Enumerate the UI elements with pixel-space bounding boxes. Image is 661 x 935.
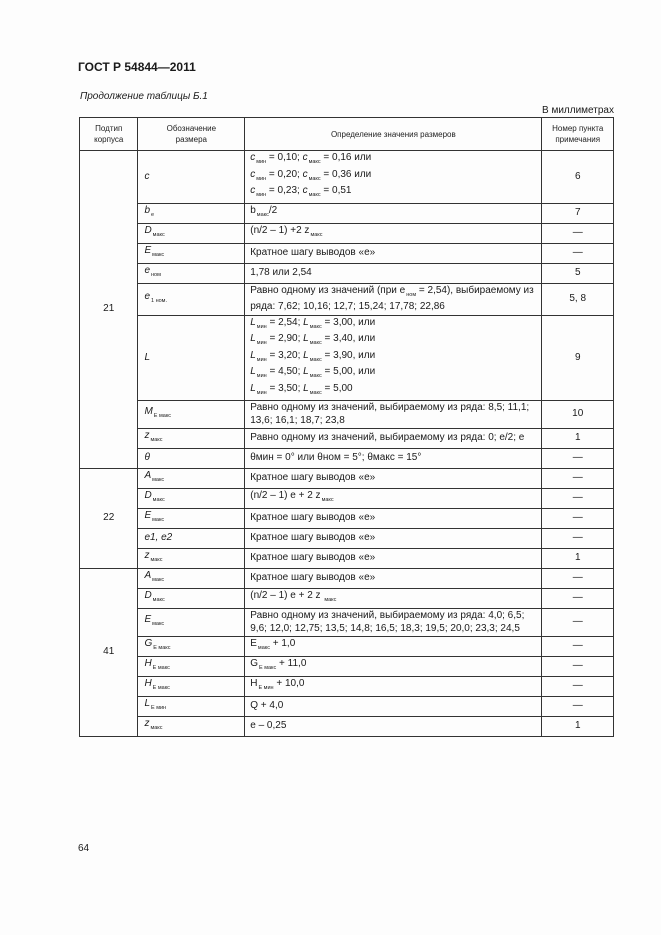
subscript: макс (310, 231, 323, 238)
variable: c (302, 152, 308, 163)
designation-cell (138, 609, 245, 637)
definition-cell (245, 637, 542, 657)
definition-text: = 2,54), выбираемому из ряда: 7,62; 10,16; 12,7; 15,24; 17,78; 22,86 (250, 284, 534, 312)
definition-cell (245, 549, 542, 569)
designation-subscript: ном (151, 271, 161, 278)
definition-text: Кратное шагу выводов «e» (250, 512, 376, 524)
designation-symbol: z (144, 430, 150, 442)
subtype-cell: 21 (80, 151, 138, 469)
table-row (80, 401, 614, 429)
table-row (80, 489, 614, 509)
subscript: макс (308, 159, 321, 165)
variable: L (303, 382, 309, 394)
definition-text: Кратное шагу выводов «e» (250, 246, 376, 258)
header-definition: Определение значения размеров (245, 118, 542, 151)
table-row (80, 315, 614, 401)
note-number-cell: — (542, 223, 614, 243)
definition-cell (245, 677, 542, 697)
designation-symbol: c (144, 170, 150, 182)
table-row (80, 151, 614, 204)
variable: L (303, 366, 309, 377)
header-subtype: Подтип корпуса (80, 118, 138, 151)
designation-cell (138, 677, 245, 697)
designation-symbol: D (144, 590, 152, 602)
table-row (80, 283, 614, 315)
designation-symbol: L (144, 351, 150, 363)
variable: c (250, 185, 256, 196)
subscript: E мин (258, 685, 274, 692)
table-row (80, 509, 614, 529)
subscript: мин (256, 159, 267, 165)
definition-cell (245, 657, 542, 677)
definition-text: Равно одному из значений, выбираемому из ряда: 4,0; 6,5; 9,6; 12,0; 12,75; 13,5; 14,8; 16,5; 18,3; 19,5; 20,0; 23,3; 24,5 (250, 610, 525, 634)
table-body (80, 151, 614, 737)
value-text: = 0,10; (266, 152, 303, 163)
subscript: мин (256, 340, 267, 346)
note-number-cell: — (542, 657, 614, 677)
table-row (80, 549, 614, 569)
variable: L (250, 366, 256, 377)
designation-subscript: E макс (152, 665, 170, 672)
designation-symbol: H (144, 658, 152, 670)
definition-text: Равно одному из значений (при e (250, 284, 406, 296)
definition-cell (245, 203, 542, 223)
table-row (80, 589, 614, 609)
designation-symbol: G (144, 638, 153, 650)
note-number-cell: — (542, 449, 614, 469)
designation-cell (138, 223, 245, 243)
designation-subscript: E макс (153, 413, 172, 420)
designation-subscript: E мин (151, 705, 167, 712)
definition-cell (245, 429, 542, 449)
value-text: = 2,90; (266, 333, 304, 344)
note-number-cell: — (542, 469, 614, 489)
designation-cell (138, 151, 245, 204)
note-number-cell: — (542, 489, 614, 509)
standard-designation: ГОСТ Р 54844—2011 (78, 60, 196, 74)
designation-symbol: E (144, 614, 152, 626)
subscript: мин (256, 175, 267, 182)
definition-text: + 1,0 (269, 638, 296, 650)
value-text: = 5,00, или (321, 366, 376, 377)
definition-cell (245, 589, 542, 609)
note-number-cell: — (542, 589, 614, 609)
table-row (80, 569, 614, 589)
designation-subscript: E макс (153, 645, 171, 652)
value-text: = 3,90, или (321, 349, 376, 361)
definition-text: Кратное шагу выводов «e» (250, 472, 376, 484)
designation-cell (138, 549, 245, 569)
designation-subscript: макс (150, 437, 163, 444)
designation-cell (138, 529, 245, 549)
definition-text: Q + 4,0 (250, 700, 284, 712)
subscript: мин (256, 192, 267, 198)
variable: L (303, 349, 309, 361)
designation-cell (138, 263, 245, 283)
designation-subscript: 1 ном. (151, 297, 167, 304)
variable: c (302, 168, 308, 180)
definition-cell (245, 283, 542, 315)
table-row (80, 203, 614, 223)
subscript: ном (406, 291, 417, 298)
definition-text: + 10,0 (273, 678, 305, 690)
definition-line (250, 185, 536, 202)
designation-cell (138, 589, 245, 609)
table-row (80, 529, 614, 549)
designation-subscript: макс (152, 597, 165, 604)
designation-symbol: z (144, 718, 150, 730)
designation-subscript: макс (152, 231, 165, 238)
designation-cell (138, 697, 245, 717)
units-note: В миллиметрах (542, 105, 614, 116)
note-number-cell: — (542, 637, 614, 657)
subscript: макс (308, 175, 321, 182)
designation-symbol: L (144, 698, 150, 710)
designation-symbol: b (144, 204, 150, 216)
subscript: макс (309, 389, 322, 396)
definition-cell (245, 609, 542, 637)
subscript: макс (308, 192, 321, 198)
designation-cell (138, 283, 245, 315)
definition-text: + 11,0 (276, 658, 307, 670)
designation-symbol: e1, e2 (144, 532, 173, 544)
definition-line (250, 350, 536, 367)
note-number-cell: — (542, 677, 614, 697)
definition-line (250, 169, 536, 186)
table-row (80, 697, 614, 717)
variable: L (250, 333, 256, 344)
definition-text: 1,78 или 2,54 (250, 266, 312, 278)
header-note-number: Номер пункта примечания (542, 118, 614, 151)
definition-text: Кратное шагу выводов «e» (250, 532, 376, 544)
designation-cell (138, 203, 245, 223)
definition-cell (245, 263, 542, 283)
definition-cell (245, 509, 542, 529)
variable: c (250, 168, 256, 180)
definition-line (250, 383, 536, 400)
designation-cell (138, 717, 245, 737)
designation-subscript: макс (152, 621, 165, 628)
definition-text: E (250, 638, 257, 650)
variable: L (303, 333, 309, 344)
subscript: макс (321, 497, 334, 504)
table-row (80, 677, 614, 697)
value-text: = 3,00, или (321, 316, 376, 328)
definition-cell (245, 401, 542, 429)
definition-cell (245, 697, 542, 717)
value-text: = 0,23; (266, 185, 303, 196)
definition-cell (245, 243, 542, 263)
definition-text: θмин = 0° или θном = 5°; θмакс = 15° (250, 452, 422, 464)
designation-cell (138, 243, 245, 263)
subscript: макс (256, 211, 269, 218)
designation-symbol: z (144, 550, 150, 562)
table-row (80, 637, 614, 657)
table-header-row (80, 118, 614, 151)
designation-cell (138, 401, 245, 429)
designation-subscript: макс (152, 497, 165, 504)
designation-symbol: E (144, 510, 152, 522)
table-continuation-caption: Продолжение таблицы Б.1 (80, 91, 208, 102)
designation-symbol: D (144, 490, 152, 502)
designation-cell (138, 637, 245, 657)
designation-symbol: A (144, 570, 152, 582)
designation-subscript: e (151, 211, 155, 218)
designation-symbol: D (144, 224, 152, 236)
table-row (80, 449, 614, 469)
table-row (80, 243, 614, 263)
note-number-cell: — (542, 609, 614, 637)
subscript: макс (309, 340, 322, 346)
variable: L (250, 382, 256, 394)
subscript: макс (309, 323, 322, 330)
page-number: 64 (78, 843, 90, 854)
subtype-cell: 41 (80, 569, 138, 737)
note-number-cell: 6 (542, 151, 614, 204)
definition-line (250, 333, 536, 350)
designation-cell (138, 315, 245, 401)
definition-text: /2 (268, 204, 278, 216)
designation-symbol: E (144, 244, 152, 256)
dimensions-table (79, 117, 614, 737)
value-text: = 5,00 (321, 382, 353, 394)
value-text: = 0,36 или (320, 168, 372, 180)
designation-subscript: макс (152, 477, 165, 484)
subtype-cell: 22 (80, 469, 138, 569)
definition-line (250, 366, 536, 383)
value-text: = 0,51 (320, 185, 352, 196)
subscript: макс (309, 373, 322, 379)
designation-subscript: E макс (152, 685, 170, 692)
designation-symbol: M (144, 406, 153, 418)
definition-text: Равно одному из значений, выбираемому из ряда: 8,5; 11,1; 13,6; 16,1; 18,7; 23,8 (250, 402, 530, 426)
note-number-cell: 5, 8 (542, 283, 614, 315)
designation-cell (138, 449, 245, 469)
designation-cell (138, 489, 245, 509)
variable: c (250, 152, 256, 163)
designation-symbol: e (144, 290, 150, 302)
definition-cell (245, 315, 542, 401)
designation-subscript: макс (150, 725, 163, 732)
table-row (80, 263, 614, 283)
value-text: = 3,40, или (321, 333, 376, 344)
subscript: макс (309, 356, 322, 363)
definition-text: (n/2 – 1) e + 2 z (250, 490, 321, 502)
definition-text: (n/2 – 1) e + 2 z (250, 590, 324, 602)
designation-symbol: e (144, 264, 150, 276)
definition-text: (n/2 – 1) +2 z (250, 224, 310, 236)
definition-cell (245, 569, 542, 589)
designation-subscript: макс (152, 517, 165, 524)
designation-symbol: A (144, 470, 152, 482)
note-number-cell: 7 (542, 203, 614, 223)
definition-text: Равно одному из значений, выбираемому из ряда: 0; e/2; e (250, 432, 525, 444)
value-text: = 2,54; (266, 316, 304, 328)
table-row (80, 223, 614, 243)
header-designation: Обозначение размера (138, 118, 245, 151)
definition-cell (245, 529, 542, 549)
definition-text: e – 0,25 (250, 720, 287, 732)
designation-symbol: H (144, 678, 152, 690)
designation-subscript: макс (150, 557, 163, 564)
definition-text: b (250, 204, 256, 216)
value-text: = 0,16 или (320, 152, 372, 163)
subscript: мин (256, 373, 267, 379)
subscript: мин (256, 323, 267, 330)
note-number-cell: 1 (542, 549, 614, 569)
note-number-cell: — (542, 697, 614, 717)
designation-cell (138, 429, 245, 449)
designation-cell (138, 657, 245, 677)
note-number-cell: — (542, 509, 614, 529)
note-number-cell: — (542, 529, 614, 549)
value-text: = 0,20; (266, 168, 303, 180)
designation-cell (138, 569, 245, 589)
definition-cell (245, 489, 542, 509)
note-number-cell: — (542, 569, 614, 589)
note-number-cell: 9 (542, 315, 614, 401)
table-row (80, 609, 614, 637)
variable: L (303, 316, 309, 328)
definition-text: Кратное шагу выводов «e» (250, 572, 376, 584)
value-text: = 4,50; (266, 366, 304, 377)
value-text: = 3,20; (266, 349, 304, 361)
subscript: макс (257, 645, 270, 652)
note-number-cell: 5 (542, 263, 614, 283)
table-row (80, 469, 614, 489)
designation-subscript: макс (152, 251, 165, 258)
value-text: = 3,50; (266, 382, 304, 394)
table-row (80, 717, 614, 737)
note-number-cell: 1 (542, 717, 614, 737)
designation-cell (138, 509, 245, 529)
note-number-cell: 1 (542, 429, 614, 449)
variable: L (250, 349, 256, 361)
subscript: мин (256, 356, 267, 363)
table-row (80, 657, 614, 677)
note-number-cell: 10 (542, 401, 614, 429)
definition-cell (245, 449, 542, 469)
subscript: мин (256, 389, 267, 396)
definition-cell (245, 223, 542, 243)
note-number-cell: — (542, 243, 614, 263)
definition-cell (245, 151, 542, 204)
definition-cell (245, 717, 542, 737)
subscript: макс (324, 597, 337, 604)
designation-cell (138, 469, 245, 489)
definition-line (250, 317, 536, 334)
subscript: E макс (259, 665, 277, 672)
variable: L (250, 316, 256, 328)
variable: c (302, 185, 308, 196)
definition-cell (245, 469, 542, 489)
table-row (80, 429, 614, 449)
definition-line (250, 152, 536, 169)
definition-text: G (250, 658, 259, 670)
designation-symbol: θ (144, 452, 150, 464)
definition-text: H (250, 678, 258, 690)
designation-subscript: макс (152, 577, 165, 584)
definition-text: Кратное шагу выводов «e» (250, 552, 376, 564)
